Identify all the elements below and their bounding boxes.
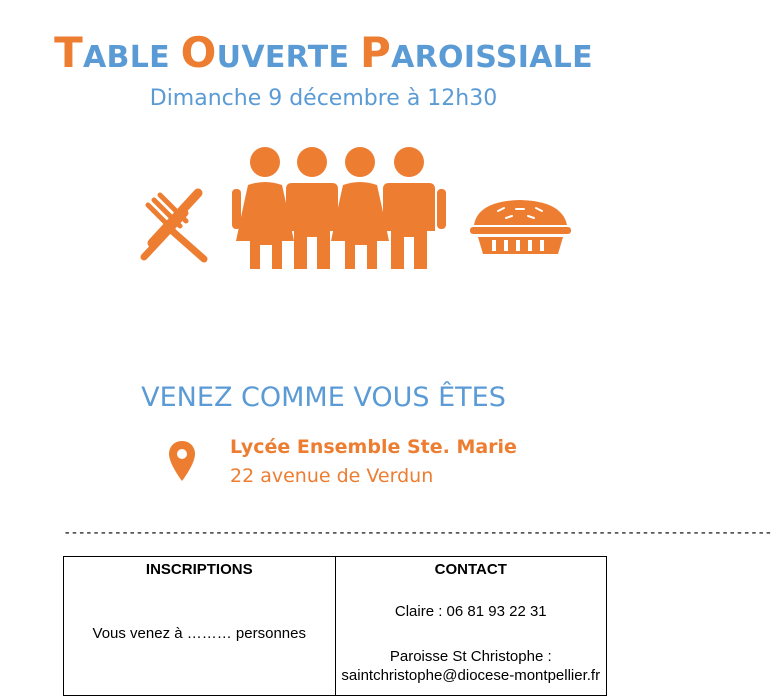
title-word-table: ABLE [83,40,181,75]
contact-parish: Paroisse St Christophe : [389,648,552,665]
fork-knife-icon [130,185,210,265]
title-letter-t: T [54,28,84,77]
event-date: Dimanche 9 décembre à 12h30 [149,86,498,111]
contact-phone: Claire : 06 81 93 22 31 [394,603,547,620]
location-name: Lycée Ensemble Ste. Marie [230,436,517,458]
attendance-line: Vous venez à ……… personnes [92,625,306,642]
illustration-row [130,145,580,275]
pie-icon [468,197,573,257]
inscriptions-cell [64,557,335,695]
page-title [0,28,647,77]
location-address: 22 avenue de Verdun [230,465,434,487]
dashed-divider: -------------------------------------------------------------------------------------------------- [63,525,771,541]
slogan: VENEZ COMME VOUS ÊTES [141,382,506,413]
title-letter-p: P [360,28,392,77]
contact-heading: CONTACT [434,561,507,578]
title-letter-o: O [180,28,217,77]
contact-cell [335,557,607,695]
contact-email[interactable]: saintchristophe@diocese-montpellier.fr [341,667,601,684]
map-pin-icon [168,440,196,482]
title-word-ouverte: UVERTE [216,40,360,75]
people-icon [232,145,447,270]
inscriptions-heading: INSCRIPTIONS [145,561,253,578]
info-table [63,556,607,696]
title-word-paroissiale: AROISSIALE [391,40,593,75]
